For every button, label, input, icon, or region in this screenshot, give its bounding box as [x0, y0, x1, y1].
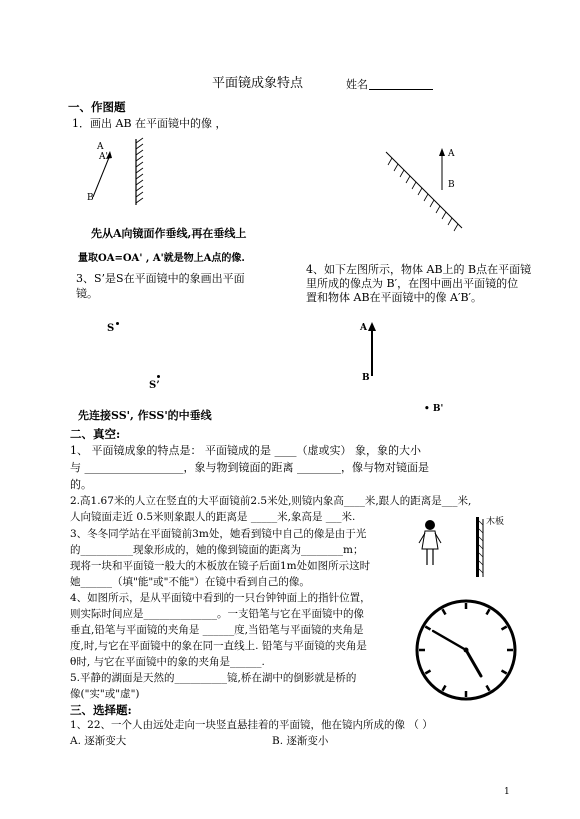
page-title: 平面镜成象特点: [212, 76, 304, 91]
fill-1-line-2: 与 __________________，象与物到镜面的距离 ________，像与物对镜面是: [70, 461, 429, 474]
fill-4-line-5: θ时, 与它在平面镜中的象的夹角是______.: [70, 656, 265, 668]
point-s-prime: S’: [149, 380, 160, 391]
fill-2-line-1: 2.高1.67米的人立在竖直的大平面镜前2.5米处,则镜内象高____米,跟人的距离是___米,: [70, 495, 472, 507]
board-label: 木板: [486, 517, 505, 527]
girl-icon: [419, 520, 441, 565]
question-3-line-1: 3、S’是S在平面镜中的象画出平面: [76, 272, 245, 285]
question-4-line-1: 4、如下左图所示，物体 AB上的 B点在平面镜: [306, 263, 532, 276]
fig1-label-a-prime: A': [99, 152, 108, 162]
question-4-line-2: 里所成的像点为 B′，在图中画出平面镜的位: [306, 277, 519, 290]
fig1-label-a: A: [97, 142, 104, 152]
fig1-label-b: B: [87, 193, 94, 203]
fill-3-line-4: 她______（填"能"或"不能"）在镜中看到自己的像。: [70, 576, 310, 588]
fill-4-line-3: 垂直,铅笔与平面镜的夹角是 ______度,当铅笔与平面镜的夹角是: [70, 624, 364, 636]
figure-2: [382, 148, 472, 238]
hint-2: 量取OA=OA' , A'就是物上A点的像.: [78, 253, 245, 264]
fig4-label-b: B: [362, 373, 370, 383]
question-1: 1．画出 AB 在平面镜中的像 ，: [72, 117, 227, 130]
section-2-heading: 二、真空:: [70, 427, 121, 441]
fill-4-line-1: 4、如图所示，是从平面镜中看到的一只台钟钟面上的指针位置，: [70, 592, 371, 604]
fill-1-line-3: 的。: [70, 478, 92, 491]
question-3-line-2: 镜。: [76, 287, 98, 300]
fill-4-line-2: 则实际时间应是______________。一支铅笔与它在平面镜中的像: [70, 608, 364, 620]
question-4-line-3: 置和物体 AB在平面镜中的像 A′B′。: [306, 291, 483, 304]
point-s-dot: [116, 322, 119, 325]
fill-5-line-1: 5.平静的湖面是天然的__________镜,桥在湖中的倒影就是桥的: [70, 672, 357, 684]
section-1-heading: 一、作图题: [68, 100, 126, 114]
fill-3-line-3: 现将一块和平面镜一般大的木板放在镜子后面1m处如图所示这时: [70, 560, 371, 572]
option-b: B. 逐渐变小: [272, 735, 329, 747]
option-a: A. 逐渐变大: [70, 735, 127, 747]
fill-3-line-2: 的__________现象形成的，她的像到镜面的距离为________m；: [70, 544, 364, 556]
hint-3: 先连接SS', 作SS'的中垂线: [78, 409, 212, 422]
choice-1: 1、22、一个人由远处走向一块竖直悬挂着的平面镜，他在镜内所成的像 （ ）: [70, 719, 433, 731]
name-label: 姓名: [346, 78, 368, 91]
point-s-prime-dot: [157, 375, 160, 378]
fill-3-line-1: 3、冬冬同学站在平面镜前3m处，她看到镜中自己的像是由于光: [70, 528, 367, 540]
fill-2-line-2: 人向镜面走近 0.5米则象跟人的距离是 _____米,象高是 ___米.: [70, 511, 356, 523]
fill-1-line-1: 1、 平面镜成象的特点是： 平面镜成的是 ____（虚或实） 象，象的大小: [70, 444, 421, 457]
fig2-label-a: A: [448, 149, 455, 159]
point-s: S: [107, 323, 115, 334]
hint-1: 先从A向镜面作垂线,再在垂线上: [91, 227, 247, 240]
section-3-heading: 三、选择题:: [70, 703, 132, 717]
fig2-label-b: B: [448, 180, 455, 190]
clock-icon: [414, 598, 518, 702]
fig4-label-b-prime: • B': [424, 404, 444, 414]
fill-4-line-4: 度,时,与它在平面镜中的象在同一直线上. 铅笔与平面镜的夹角是: [70, 640, 367, 652]
fig4-label-a: A: [360, 323, 367, 333]
page-number: 1: [504, 787, 510, 797]
fill-5-line-2: 像("实"或"虚"): [70, 688, 140, 700]
name-blank: [369, 89, 433, 90]
